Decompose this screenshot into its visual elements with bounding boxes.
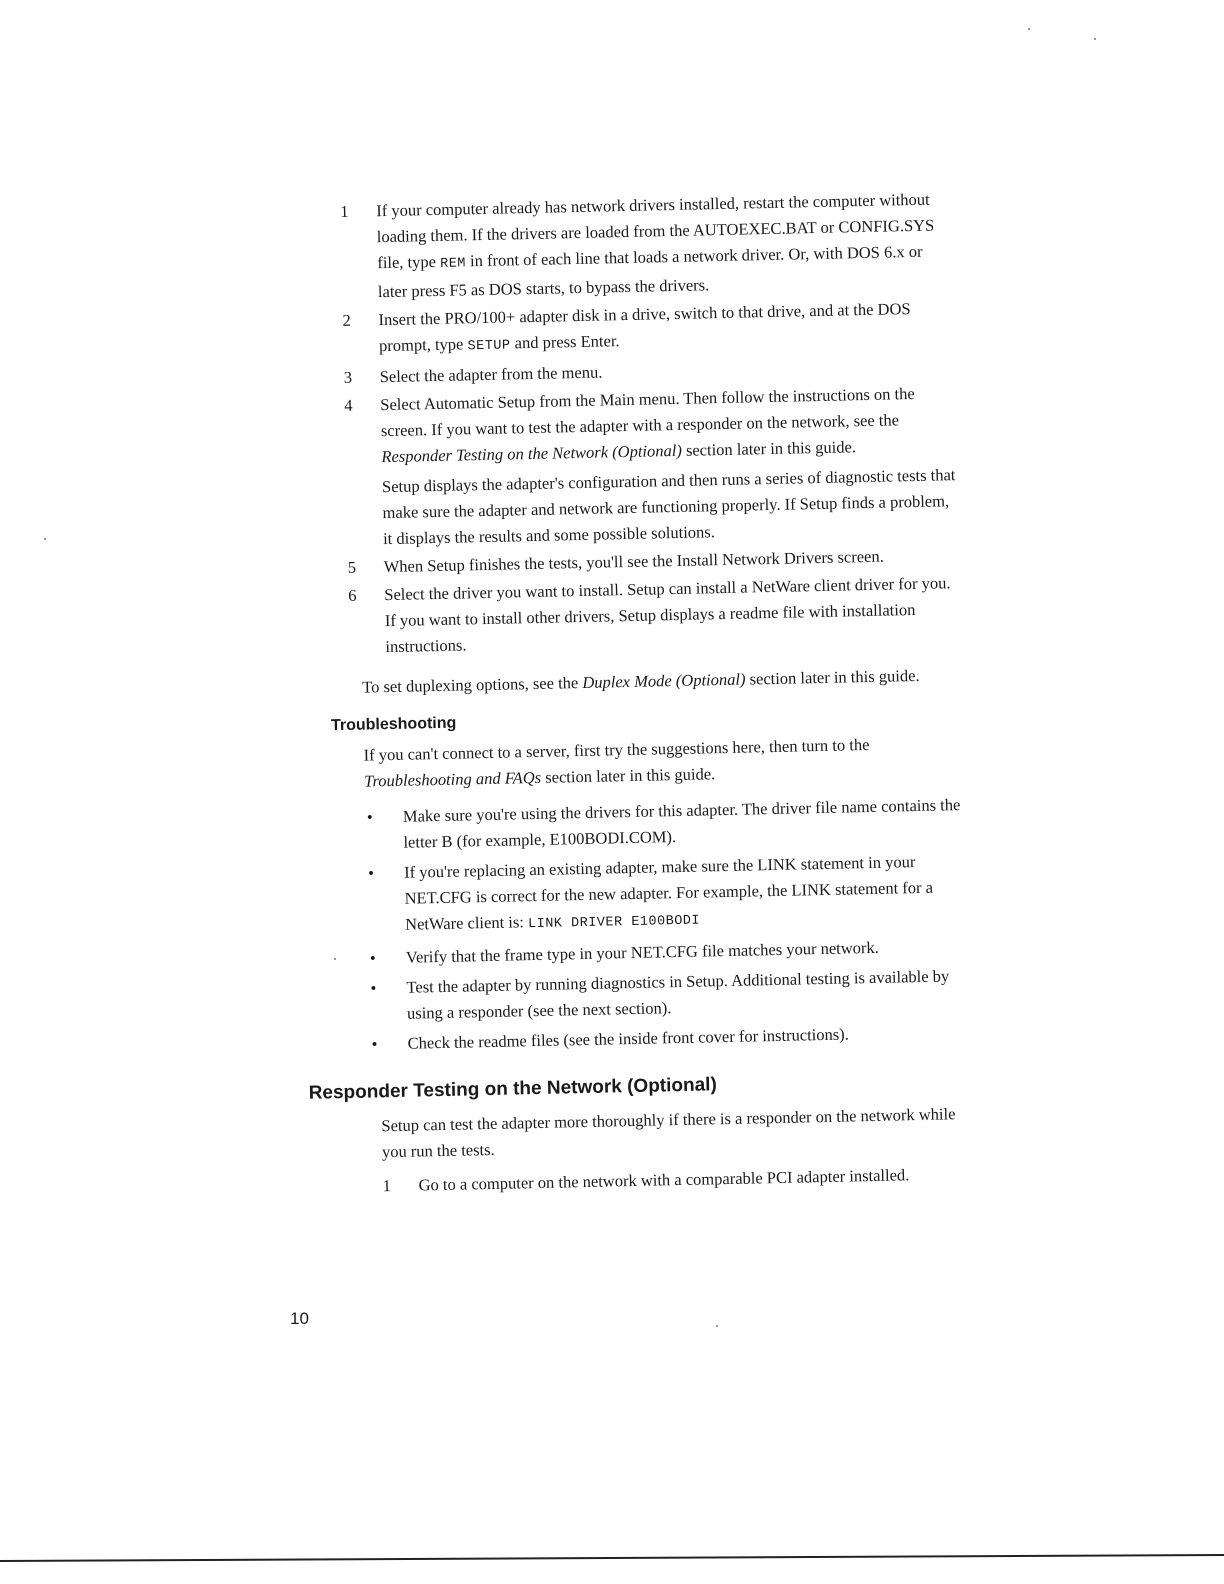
bottom-rule <box>0 1554 1224 1562</box>
step-number: 4 <box>344 395 353 415</box>
step-paragraph <box>376 186 952 305</box>
troubleshooting-item-text <box>404 852 933 934</box>
scan-speck <box>1094 38 1096 40</box>
bullet-icon: • <box>367 863 375 883</box>
text-run: section later in this guide. <box>540 764 716 787</box>
step-paragraph <box>384 570 960 660</box>
section-reference: Duplex Mode (Optional) <box>582 669 746 692</box>
troubleshooting-heading: Troubleshooting <box>330 714 457 735</box>
bullet-icon: • <box>369 948 376 968</box>
text-run: To set duplexing options, see the <box>362 672 583 697</box>
text-run: Select Automatic Setup from the Main menu. Then follow the instructions on the screen. If you want to test the adapter with a responder on the network, see the <box>380 383 915 441</box>
troubleshooting-item-text <box>406 966 949 1022</box>
troubleshooting-item-text <box>403 795 961 852</box>
text-run: Verify that the frame type in your NET.CFG file matches your network. <box>405 937 880 967</box>
step-paragraph <box>382 462 958 552</box>
text-run: Insert the PRO/100+ adapter disk in a drive, switch to that drive, and at the DOS prompt, type <box>378 299 911 356</box>
text-run: Test the adapter by running diagnostics in Setup. Additional testing is available by using a responder (see the next section). <box>406 966 950 1023</box>
text-run: in front of each line that loads a network driver. Or, with DOS 6.x or later press F5 as DOS starts, to bypass the drivers. <box>377 241 923 302</box>
text-run: If you can't connect to a server, first try the suggestions here, then turn to the <box>363 734 870 765</box>
responder-testing-heading: Responder Testing on the Network (Optional) <box>308 1074 718 1104</box>
code-text: LINK DRIVER E100BODI <box>527 913 701 933</box>
bullet-icon: • <box>371 1034 378 1054</box>
step-number: 3 <box>343 367 353 387</box>
setup-steps-list <box>340 186 960 661</box>
bullet-icon: • <box>366 807 373 827</box>
scan-speck <box>1028 28 1030 30</box>
duplex-note <box>362 662 960 701</box>
page-number: 10 <box>290 1309 309 1328</box>
text-run: Make sure you're using the drivers for this adapter. The driver file name contains the letter B (for example, E100BODI.COM). <box>402 795 961 852</box>
text-run: When Setup finishes the tests, you'll see the Install Network Drivers screen. <box>383 546 884 577</box>
text-run: and press Enter. <box>510 331 620 353</box>
scan-speck <box>44 538 46 540</box>
text-run: Check the readme files (see the inside front cover for instructions). <box>407 1024 850 1053</box>
troubleshooting-item-text <box>406 938 879 967</box>
setup-step <box>340 186 952 306</box>
responder-step <box>382 1161 970 1199</box>
step-number: 1 <box>382 1176 392 1196</box>
text-run: If your computer already has network drivers installed, restart the computer without loading them. If the drivers are loaded from the AUTOEXEC.BAT or CONFIG.SYS file, type <box>376 189 935 273</box>
step-number: 6 <box>348 585 357 605</box>
setup-step <box>348 570 959 661</box>
step-paragraph <box>380 380 956 470</box>
troubleshooting-intro <box>363 730 962 795</box>
responder-step-text: Go to a computer on the network with a comparable PCI adapter installed. <box>418 1165 910 1195</box>
step-number: 5 <box>347 557 357 577</box>
text-run: section later in this guide. <box>681 437 857 460</box>
troubleshooting-item <box>368 963 967 1028</box>
text-run: Setup displays the adapter's configuration and then runs a series of diagnostic tests that make sure the adapter and network are functioning properly. If Setup finds a problem, it displays the results and some possible solutions. <box>381 465 956 549</box>
troubleshooting-list <box>365 792 968 1057</box>
responder-steps-list <box>382 1161 970 1199</box>
setup-step <box>344 380 957 553</box>
step-paragraph <box>378 295 953 362</box>
section-reference: Responder Testing on the Network (Optional) <box>381 440 683 467</box>
troubleshooting-item-text <box>407 1024 849 1052</box>
code-text: SETUP <box>467 338 511 355</box>
scan-speck <box>334 958 336 960</box>
step-number: 1 <box>340 201 349 221</box>
section-reference: Troubleshooting and FAQs <box>363 767 542 791</box>
scan-speck <box>716 1325 718 1327</box>
step-number: 2 <box>342 310 351 330</box>
text-run: section later in this guide. <box>745 665 920 689</box>
setup-step <box>342 295 953 363</box>
page-content <box>290 186 971 1201</box>
code-text: REM <box>440 256 467 272</box>
responder-intro: Setup can test the adapter more thoroughly if there is a responder on the network while you run the tests. <box>381 1104 956 1162</box>
bullet-icon: • <box>370 978 377 998</box>
text-run: Select the adapter from the menu. <box>379 362 603 387</box>
troubleshooting-item <box>366 848 966 942</box>
troubleshooting-item <box>365 792 964 857</box>
text-run: If you're replacing an existing adapter, make sure the LINK statement in your NET.CFG is correct for the new adapter. For example, the LINK statement for a NetWare client is: <box>403 852 934 934</box>
text-run: Select the driver you want to install. Setup can install a NetWare client driver for you. If you want to install other drivers, Setup displays a readme file with installation instructions. <box>384 573 951 657</box>
